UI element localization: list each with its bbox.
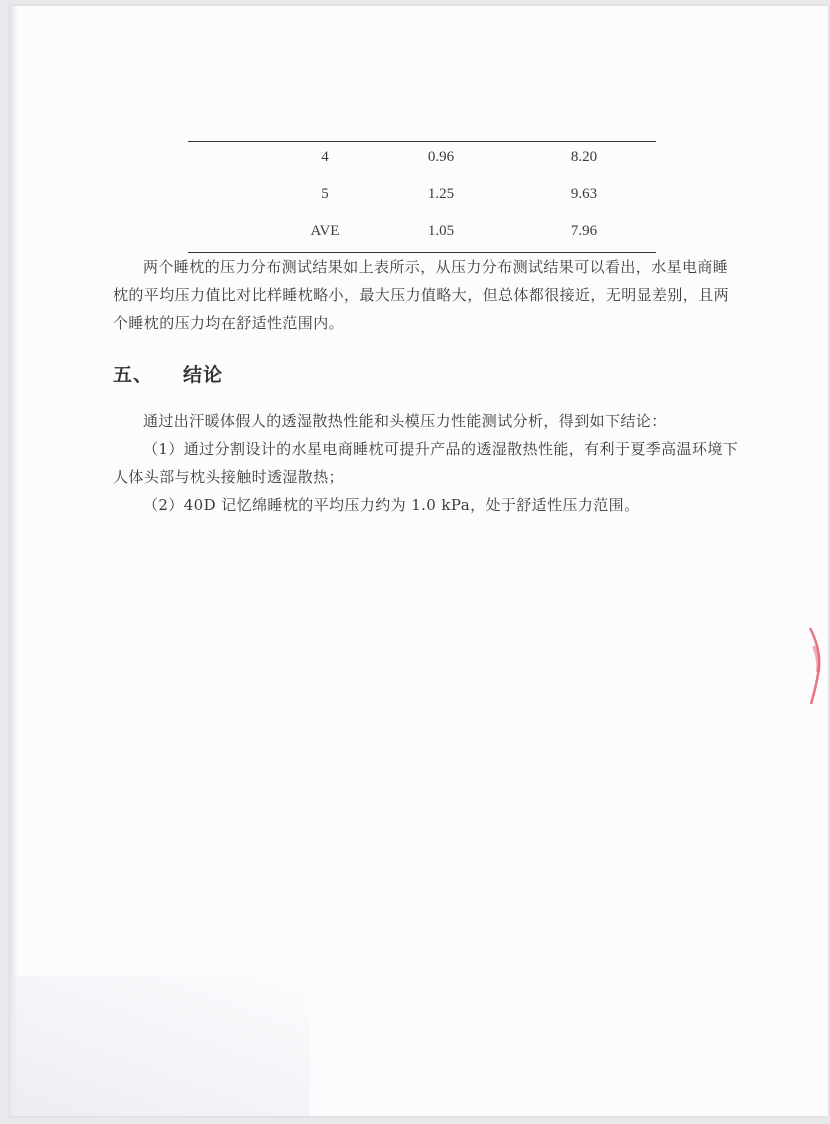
table-cell: 4 (321, 149, 329, 165)
conclusion-intro: 通过出汗暖体假人的透湿散热性能和头模压力性能测试分析，得到如下结论： (143, 412, 667, 430)
table-cell: 1.05 (427, 223, 455, 239)
section-heading (113, 360, 223, 387)
table-cell: 9.63 (570, 186, 598, 202)
section-number: 五、 (113, 364, 154, 386)
page-corner-shadow (10, 976, 310, 1116)
stamp-edge-mark (808, 626, 822, 706)
conclusion-item-2: （2）40D 记忆绵睡枕的平均压力约为 1.0 kPa，处于舒适性压力范围。 (143, 496, 640, 514)
table-cell: 1.25 (427, 186, 455, 202)
table-cell: AVE (310, 223, 340, 239)
table-cell: 5 (321, 186, 329, 202)
table-top-rule (188, 141, 656, 142)
section-title: 结论 (183, 364, 224, 386)
conclusion-item-1: （1）通过分割设计的水星电商睡枕可提升产品的透湿散热性能，有利于夏季高温环境下人体头部与枕头接触时透湿散热； (113, 440, 739, 486)
document-page (10, 6, 828, 1116)
results-paragraph: 两个睡枕的压力分布测试结果如上表所示，从压力分布测试结果可以看出，水星电商睡枕的平均压力值比对比样睡枕略小，最大压力值略大，但总体都很接近，无明显差别，且两个睡枕的压力均在舒适性范围内。 (113, 258, 730, 332)
table-cell: 0.96 (427, 149, 455, 165)
table-cell: 8.20 (570, 149, 598, 165)
page-edge-shadow (10, 6, 18, 1116)
table-cell: 7.96 (570, 223, 598, 239)
